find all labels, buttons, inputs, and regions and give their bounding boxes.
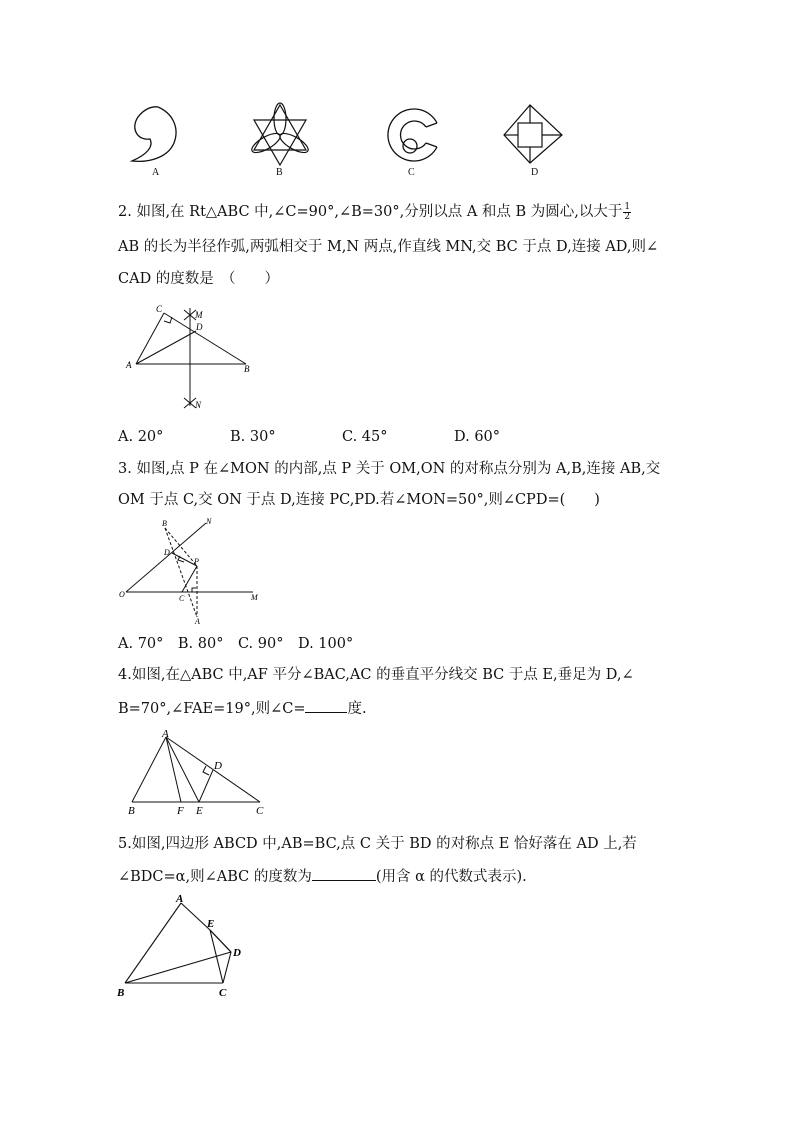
q3-label-p: P: [194, 557, 199, 566]
q3-line1: 3. 如图,点 P 在∠MON 的内部,点 P 关于 OM,ON 的对称点分别为 A,B,连接 AB,交: [118, 461, 661, 477]
q2-fraction: [623, 203, 631, 222]
q1-option-d: D: [531, 167, 539, 178]
q4-line2-after: 度.: [347, 701, 367, 717]
q5-label-c: C: [219, 987, 227, 999]
q5-line2: [118, 865, 527, 887]
q5-label-a: A: [176, 893, 184, 905]
q5-label-e: E: [207, 918, 215, 930]
q4-label-e: E: [196, 805, 203, 817]
q3-line2: OM 于点 C,交 ON 于点 D,连接 PC,PD.若∠MON=50°,则∠CPD=( ): [118, 492, 600, 508]
shape-b-star: [249, 103, 311, 165]
q2-figure: [122, 300, 272, 415]
q4-line2: [118, 697, 367, 719]
q5-answer-blank[interactable]: [312, 865, 376, 881]
q5-label-d: D: [233, 947, 241, 959]
q1-figures: [110, 95, 590, 185]
q3-figure: [118, 515, 268, 627]
q3-label-n: N: [206, 517, 212, 526]
q3-label-b: B: [162, 519, 167, 528]
q2-label-m: M: [195, 310, 203, 320]
q3-label-o: O: [119, 590, 125, 599]
q4-label-f: F: [177, 805, 184, 817]
q5-figure: [115, 890, 255, 1005]
q4-line2-before: B=70°,∠FAE=19°,则∠C=: [118, 701, 306, 717]
q2-label-b: B: [244, 364, 250, 374]
q2-line1-text: 2. 如图,在 Rt△ABC 中,∠C=90°,∠B=30°,分别以点 A 和点 B 为圆心,以大于: [118, 204, 623, 220]
q2-choice-a: A. 20°: [118, 429, 164, 445]
q3-label-c: C: [179, 594, 185, 603]
q2-label-d: D: [196, 322, 203, 332]
q2-label-a: A: [126, 360, 132, 370]
q4-label-a: A: [162, 728, 169, 740]
q4-label-c: C: [256, 805, 264, 817]
q2-frac-num: 1: [624, 201, 631, 212]
shape-a-paisley: [132, 107, 176, 162]
q3-choices: A. 70° B. 80° C. 90° D. 100°: [118, 636, 354, 652]
q2-label-n: N: [195, 400, 202, 410]
q2-line3: CAD 的度数是 （ ）: [118, 271, 280, 287]
q3-label-a: A: [195, 617, 200, 626]
q5-line1: 5.如图,四边形 ABCD 中,AB=BC,点 C 关于 BD 的对称点 E 恰好落在 AD 上,若: [118, 836, 637, 852]
q4-label-d: D: [214, 760, 222, 772]
q2-choice-c: C. 45°: [342, 429, 388, 445]
q2-choice-d: D. 60°: [454, 429, 501, 445]
q4-figure: [122, 727, 272, 819]
q5-line2-before: ∠BDC=α,则∠ABC 的度数为: [118, 869, 312, 885]
q2-choice-b: B. 30°: [230, 429, 276, 445]
q1-option-b: B: [276, 167, 283, 178]
q1-option-a: A: [152, 167, 160, 178]
q5-label-b: B: [117, 987, 125, 999]
q5-line2-after: (用含 α 的代数式表示).: [375, 869, 527, 885]
q2-label-c: C: [156, 304, 163, 314]
shape-d-squares: [504, 105, 562, 163]
q3-label-m: M: [251, 593, 258, 602]
q2-frac-den: 2: [624, 211, 631, 222]
q4-line1: 4.如图,在△ABC 中,AF 平分∠BAC,AC 的垂直平分线交 BC 于点 E,垂足为 D,∠: [118, 667, 634, 683]
q2-line2: AB 的长为半径作弧,两弧相交于 M,N 两点,作直线 MN,交 BC 于点 D,连接 AD,则∠: [118, 239, 659, 255]
q4-label-b: B: [128, 805, 135, 817]
q3-label-d: D: [164, 548, 170, 557]
q4-answer-blank[interactable]: [305, 697, 347, 713]
q1-option-c: C: [408, 167, 415, 178]
q2-line1: [118, 202, 632, 222]
shape-c-ring: [388, 109, 437, 161]
